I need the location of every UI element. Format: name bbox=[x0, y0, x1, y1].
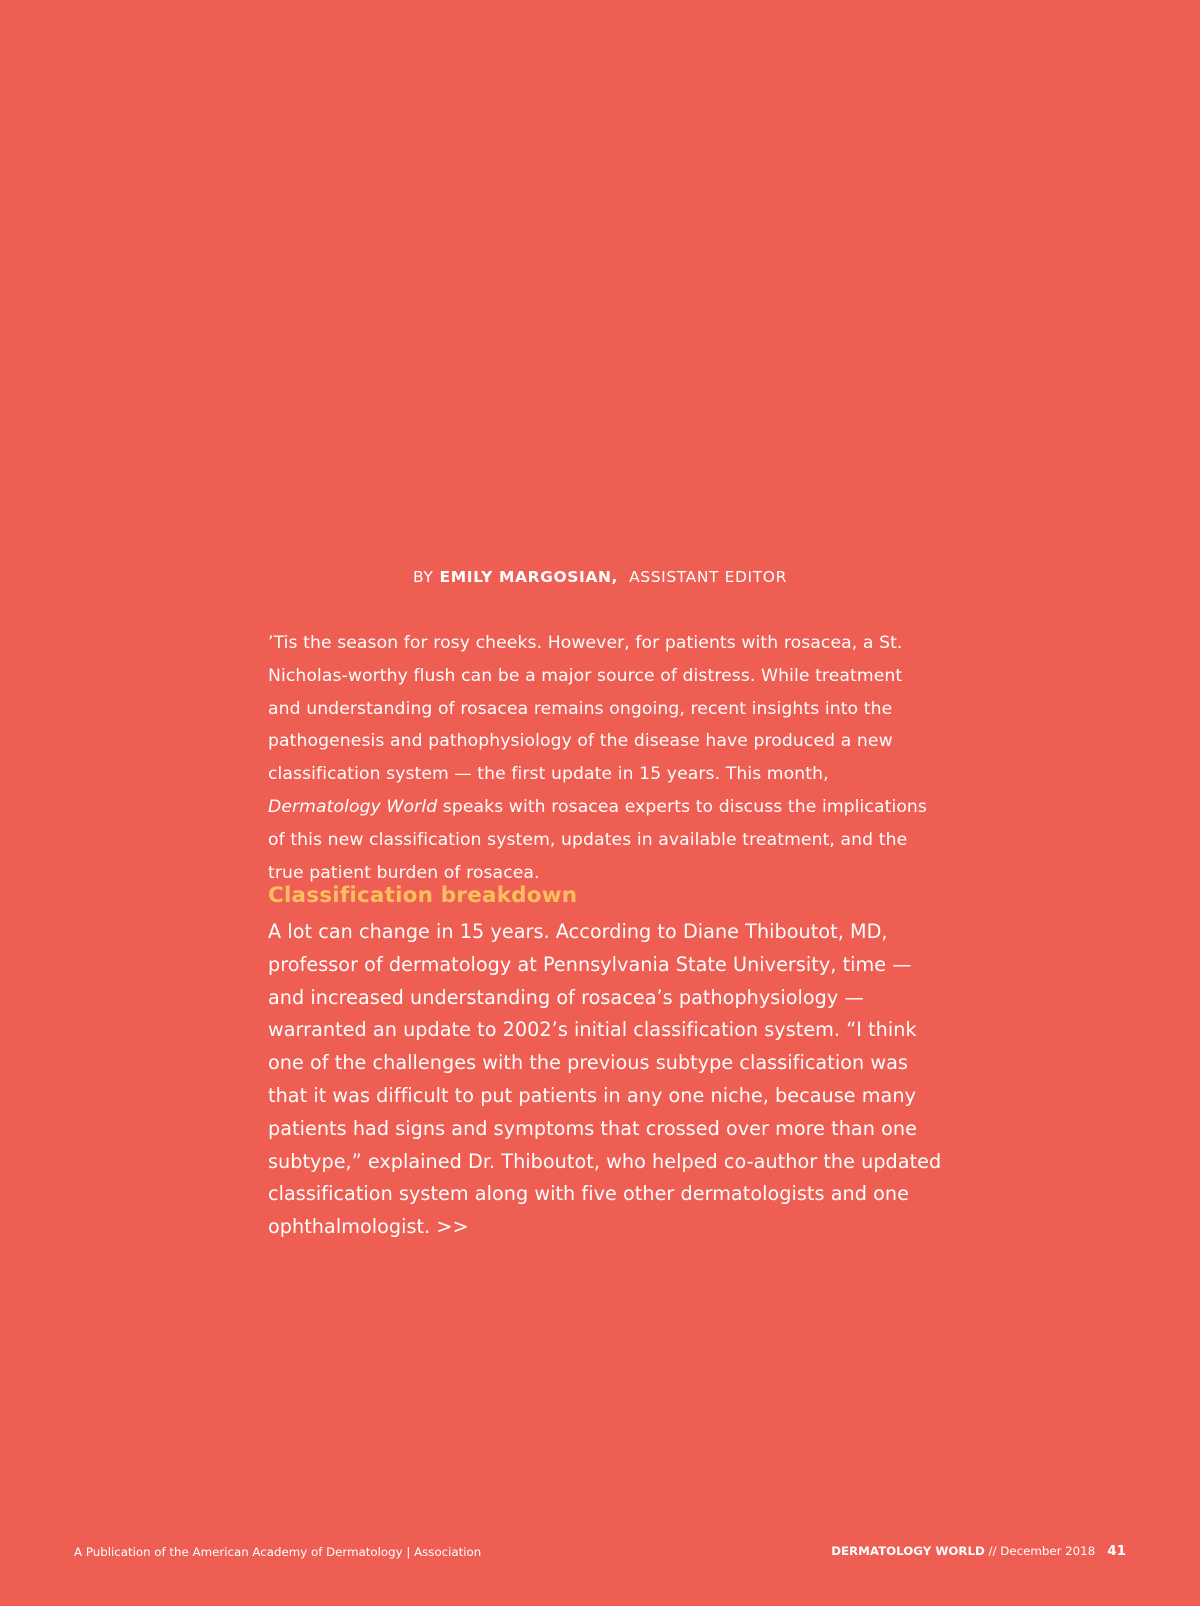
byline-role: ASSISTANT EDITOR bbox=[629, 568, 787, 586]
footer-publication-name: DERMATOLOGY WORLD bbox=[831, 1544, 985, 1558]
byline-author: EMILY MARGOSIAN, bbox=[439, 568, 619, 586]
page-number: 41 bbox=[1107, 1543, 1126, 1559]
intro-text-start: ’Tis the season for rosy cheeks. However, for patients with rosacea, a St. Nicholas-worthy flush can be a major source of distress. While treatment and understanding of rosacea remains ongoing, recent insights into the pathogenesis and pathophysiology of the disease have produced a new classification system — the first update in 15 years. This month, bbox=[268, 633, 903, 785]
footer-folio bbox=[831, 1543, 1126, 1560]
footer-date: December 2018 bbox=[1000, 1544, 1096, 1558]
section-heading: Classification breakdown bbox=[268, 883, 578, 908]
intro-publication-name: Dermatology World bbox=[268, 796, 438, 817]
intro-paragraph bbox=[268, 627, 934, 889]
footer-separator: // bbox=[984, 1544, 1001, 1558]
footer-publisher: A Publication of the American Academy of Dermatology | Association bbox=[74, 1545, 482, 1559]
section-body: A lot can change in 15 years. According to Diane Thiboutot, MD, professor of dermatology at Pennsylvania State University, time — and increased understanding of rosacea’s pathophysiology — warranted an update to 2002’s initial classification system. “I think one of the challenges with the previous subtype classification was that it was difficult to put patients in any one niche, because many patients had signs and symptoms that crossed over more than one subtype,” explained Dr. Thiboutot, who helped co-author the updated classification system along with five other dermatologists and one ophthalmologist. >> bbox=[268, 920, 942, 1239]
intro-text-end: speaks with rosacea experts to discuss the implications of this new classification system, updates in available treatment, and the true patient burden of rosacea. bbox=[268, 796, 927, 883]
byline bbox=[0, 567, 1200, 587]
byline-prefix: BY bbox=[413, 568, 434, 586]
